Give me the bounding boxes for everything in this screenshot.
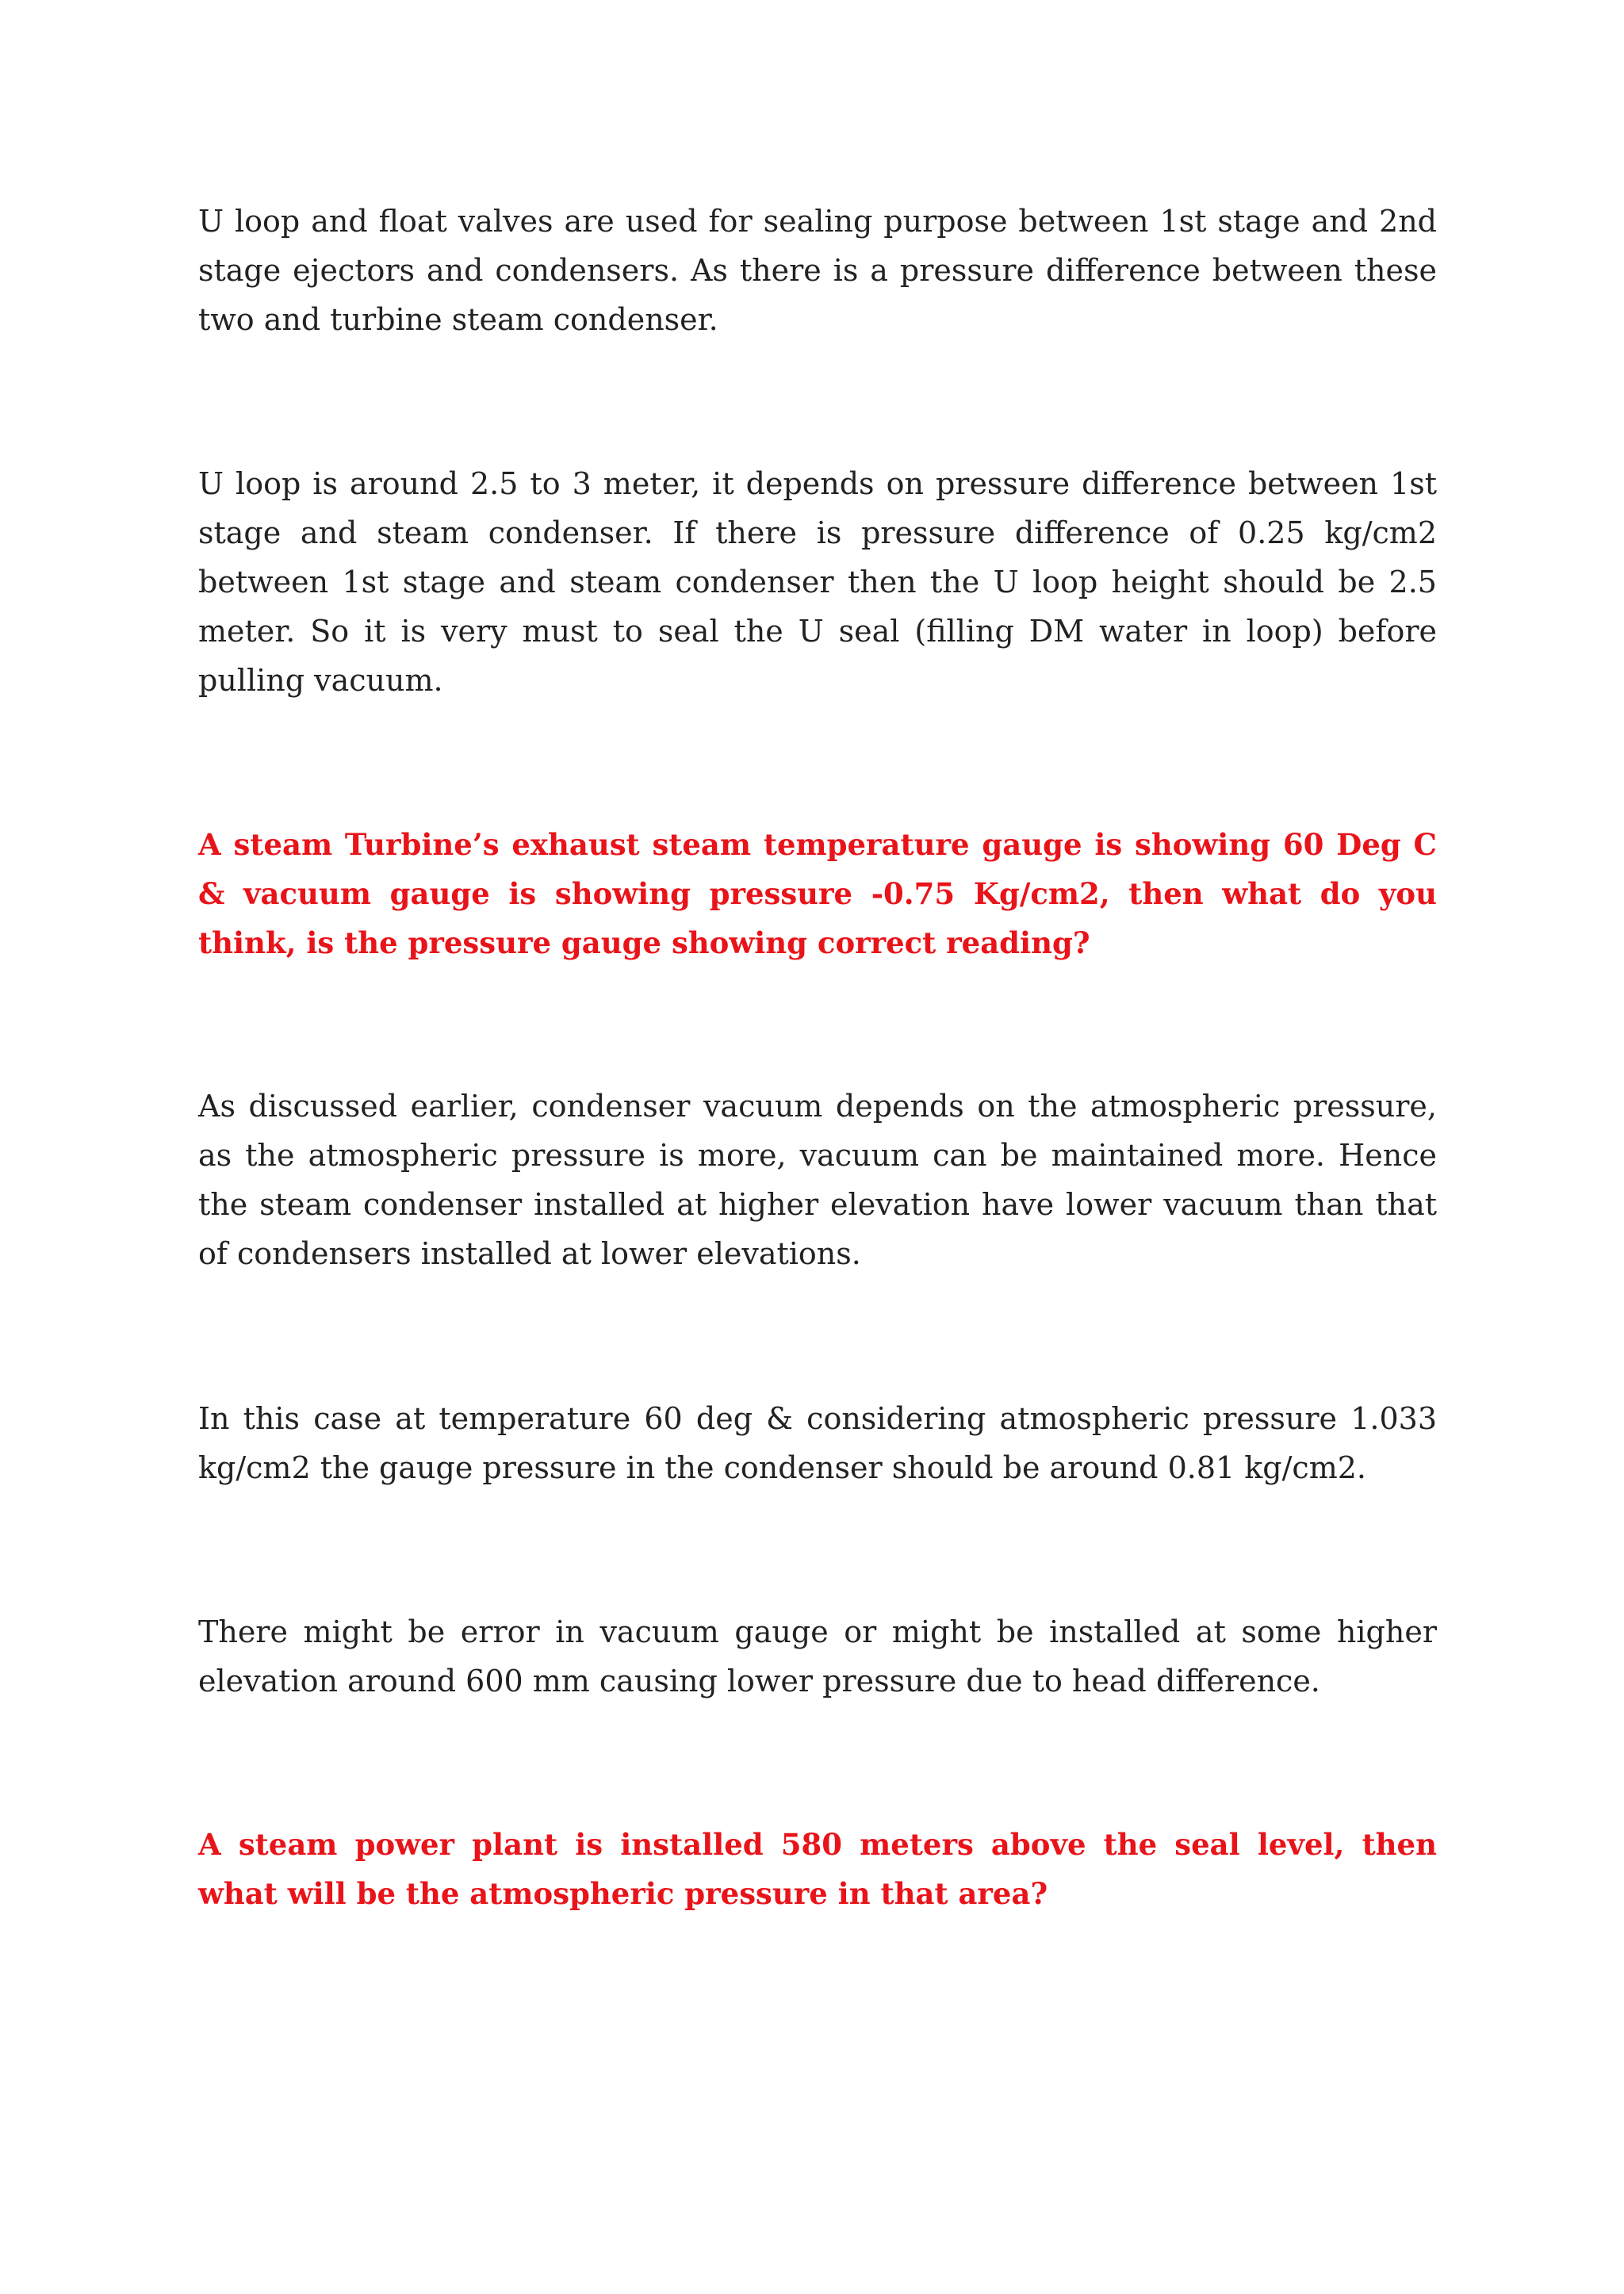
- paragraph-u-loop-height: U loop is around 2.5 to 3 meter, it depends on pressure difference between 1st stage and steam condenser. If there is pressure difference of 0.25 kg/cm2 between 1st stage and steam condenser then the U loop height should be 2.5 meter. So it is very must to seal the U seal (filling DM water in loop) before pulling vacuum.: [198, 466, 1437, 698]
- paragraph-gauge-pressure-calculation: In this case at temperature 60 deg & considering atmospheric pressure 1.033 kg/cm2 the gauge pressure in the condenser should be around 0.81 kg/cm2.: [198, 1401, 1437, 1485]
- question-exhaust-temperature-gauge: A steam Turbine’s exhaust steam temperature gauge is showing 60 Deg C & vacuum gauge is showing pressure -0.75 Kg/cm2, then what do you think, is the pressure gauge showing correct reading?: [198, 827, 1437, 960]
- paragraph-vacuum-gauge-error: There might be error in vacuum gauge or might be installed at some higher elevation around 600 mm causing lower pressure due to head difference.: [198, 1614, 1437, 1698]
- paragraph-atmospheric-pressure-vacuum: As discussed earlier, condenser vacuum depends on the atmospheric pressure, as the atmospheric pressure is more, vacuum can be maintained more. Hence the steam condenser installed at higher elevation have lower vacuum than that of condensers installed at lower elevations.: [198, 1089, 1437, 1271]
- paragraph-u-loop-float-valves: U loop and float valves are used for sealing purpose between 1st stage and 2nd stage ejectors and condensers. As there is a pressure difference between these two and turbine steam condenser.: [198, 204, 1437, 337]
- question-power-plant-elevation: A steam power plant is installed 580 meters above the seal level, then what will be the atmospheric pressure in that area?: [198, 1827, 1437, 1911]
